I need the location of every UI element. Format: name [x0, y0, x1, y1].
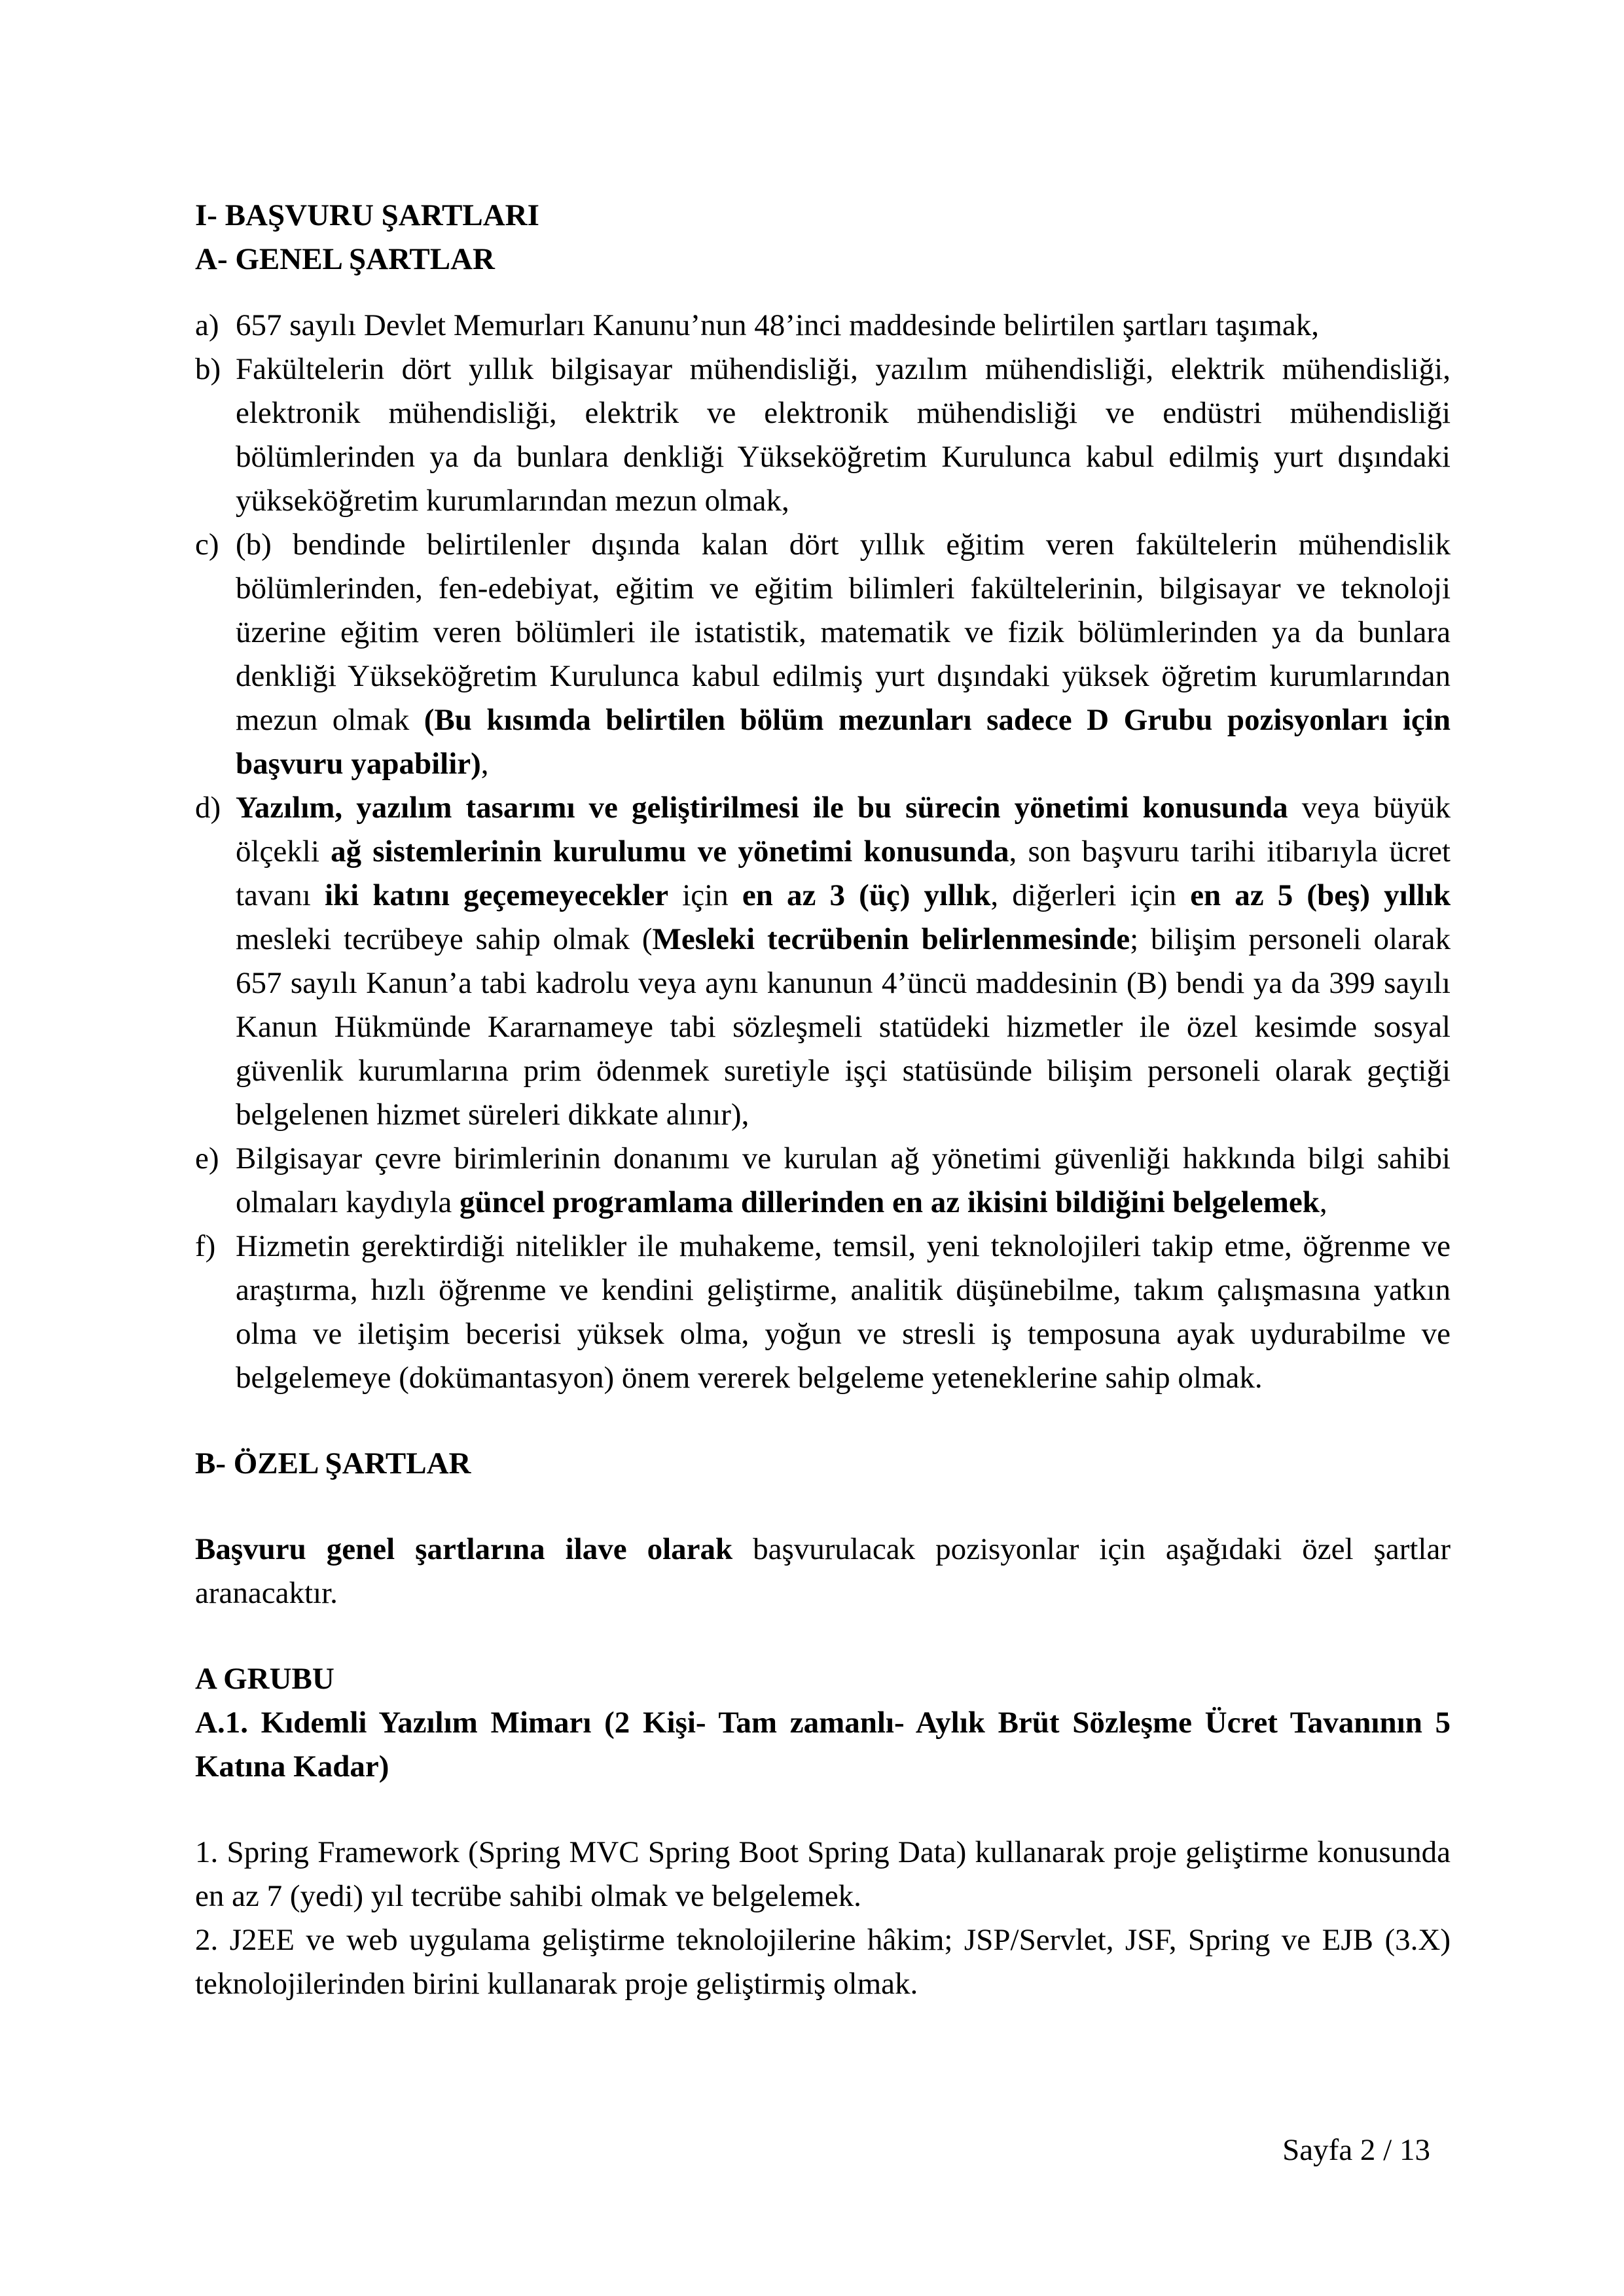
bold-text-run: I- BAŞVURU ŞARTLARI — [195, 198, 539, 232]
bold-text-run: (Bu kısımda belirtilen bölüm mezunları sadece D Grubu pozisyonları için başvuru yapabilir) — [236, 703, 1451, 781]
general-item-a — [195, 304, 1451, 348]
paragraph-spacer — [195, 1486, 1451, 1528]
bold-text-run: A- GENEL ŞARTLAR — [195, 242, 495, 276]
general-item-b — [195, 348, 1451, 523]
paragraph-spacer — [195, 281, 1451, 304]
bold-text-run: ağ sistemlerinin kurulumu ve yönetimi konusunda — [331, 834, 1009, 869]
heading-basvuru-sartlari — [195, 194, 1451, 238]
document-body — [195, 194, 1451, 2048]
bold-text-run: en az 5 (beş) yıllık — [1190, 878, 1451, 912]
list-item-text — [236, 308, 1319, 342]
general-item-d — [195, 786, 1451, 1137]
text-run: (b) bendinde belirtilenler dışında kalan dört yıllık eğitim veren fakültelerin mühendislik bölümlerinden, fen-edebiyat, eğitim ve eğitim bilimleri fakültelerinin, bilgisayar ve teknoloji üzerine eğitim veren bölümleri ile istatistik, matematik ve fizik bölümlerinden ya da bunlara denkliği Yükseköğretim Kurulunca kabul edilmiş yurt dışındaki yüksek öğretim kurumlarından mezun olmak — [236, 528, 1451, 737]
heading-a-grubu — [195, 1657, 1451, 1701]
list-item-label: c) — [195, 528, 219, 562]
page-footer — [1282, 2128, 1430, 2172]
requirement-1-spring — [195, 1831, 1451, 1918]
bold-text-run: en az 3 (üç) yıllık — [742, 878, 991, 912]
text-run: 657 sayılı Devlet Memurları Kanunu’nun 48’inci maddesinde belirtilen şartları taşımak, — [236, 308, 1320, 342]
list-item-text — [236, 352, 1451, 518]
text-run: Fakültelerin dört yıllık bilgisayar mühendisliği, yazılım mühendisliği, elektrik mühendisliği, elektronik mühendisliği, elektrik ve elektronik mühendisliği ve endüstri mühendisliği bölümlerinden ya da bunlara denkliği Yükseköğretim Kurulunca kabul edilmiş yurt dışındaki yükseköğretim kurumlarından mezun olmak, — [236, 352, 1451, 518]
text-run: başvurulacak pozisyonlar için aşağıdaki özel şartlar aranacaktır. — [195, 1532, 1451, 1610]
text-run: mesleki tecrübeye sahip olmak ( — [236, 922, 653, 956]
paragraph-spacer — [195, 1400, 1451, 1442]
list-item-label: f) — [195, 1229, 216, 1263]
text-run: 2. J2EE ve web uygulama geliştirme teknolojilerine hâkim; JSP/Servlet, JSF, Spring ve EJB (3.X) teknolojilerinden birini kullanarak proje geliştirmiş olmak. — [195, 1923, 1451, 2001]
text-run: , — [480, 747, 489, 781]
paragraph-spacer — [195, 1789, 1451, 1831]
list-item-text — [236, 1141, 1451, 1219]
bold-text-run: Başvuru genel şartlarına ilave olarak — [195, 1532, 733, 1566]
general-item-e — [195, 1137, 1451, 1225]
text-run: Hizmetin gerektirdiği nitelikler ile muhakeme, temsil, yeni teknolojileri takip etme, öğrenme ve araştırma, hızlı öğrenme ve kendini geliştirme, analitik düşünebilme, takım çalışmasına yatkın olma ve iletişim becerisi yüksek olma, yoğun ve stresli iş temposuna ayak uydurabilme ve belgelemeye (dokümantasyon) önem vererek belgeleme yeteneklerine sahip olmak. — [236, 1229, 1451, 1395]
page-number-label: Sayfa 2 / 13 — [1282, 2133, 1430, 2167]
general-item-f — [195, 1225, 1451, 1400]
text-run: 1. Spring Framework (Spring MVC Spring Boot Spring Data) kullanarak proje geliştirme konusunda en az 7 (yedi) yıl tecrübe sahibi olmak ve belgelemek. — [195, 1835, 1451, 1913]
list-item-label: d) — [195, 791, 221, 825]
list-item-label: a) — [195, 308, 219, 342]
paragraph-ozel-sartlar-intro — [195, 1528, 1451, 1615]
text-run: , son başvuru tarihi itibarıyla ücret tavanı — [236, 834, 1451, 912]
heading-a1-kidemli-yazilim-mimari — [195, 1701, 1451, 1789]
list-item-label: e) — [195, 1141, 219, 1175]
text-run: veya büyük ölçekli — [236, 791, 1451, 869]
text-run: , — [1319, 1185, 1327, 1219]
bold-text-run: iki katını geçemeyecekler — [324, 878, 669, 912]
list-item-text — [236, 528, 1451, 781]
bold-text-run: A.1. Kıdemli Yazılım Mimarı (2 Kişi- Tam zamanlı- Aylık Brüt Sözleşme Ücret Tavanının 5 Katına Kadar) — [195, 1706, 1451, 1784]
text-run: Bilgisayar çevre birimlerinin donanımı ve kurulan ağ yönetimi güvenliği hakkında bilgi sahibi olmaları kaydıyla — [236, 1141, 1451, 1219]
bold-text-run: Mesleki tecrübenin belirlenmesinde — [652, 922, 1130, 956]
text-run: ; bilişim personeli olarak 657 sayılı Kanun’a tabi kadrolu veya aynı kanunun 4’üncü maddesinin (B) bendi ya da 399 sayılı Kanun Hükmünde Kararnameye tabi sözleşmeli statüdeki hizmetler ile özel kesimde sosyal güvenlik kurumlarına prim ödenmek suretiyle işçi statüsünde bilişim personeli olarak geçtiği belgelenen hizmet süreleri dikkate alınır), — [236, 922, 1451, 1132]
list-item-label: b) — [195, 352, 221, 386]
list-item-text — [236, 1229, 1451, 1395]
bold-text-run: A GRUBU — [195, 1662, 334, 1696]
text-run: için — [668, 878, 742, 912]
paragraph-spacer — [195, 2006, 1451, 2048]
heading-genel-sartlar — [195, 238, 1451, 281]
bold-text-run: B- ÖZEL ŞARTLAR — [195, 1446, 471, 1480]
general-item-c — [195, 523, 1451, 786]
bold-text-run: Yazılım, yazılım tasarımı ve geliştirilmesi ile bu sürecin yönetimi konusunda — [236, 791, 1288, 825]
paragraph-spacer — [195, 1615, 1451, 1657]
requirement-2-j2ee — [195, 1918, 1451, 2006]
bold-text-run: güncel programlama dillerinden en az ikisini bildiğini belgelemek — [459, 1185, 1320, 1219]
text-run: , diğerleri için — [990, 878, 1191, 912]
heading-ozel-sartlar — [195, 1442, 1451, 1486]
list-item-text — [236, 791, 1451, 1132]
